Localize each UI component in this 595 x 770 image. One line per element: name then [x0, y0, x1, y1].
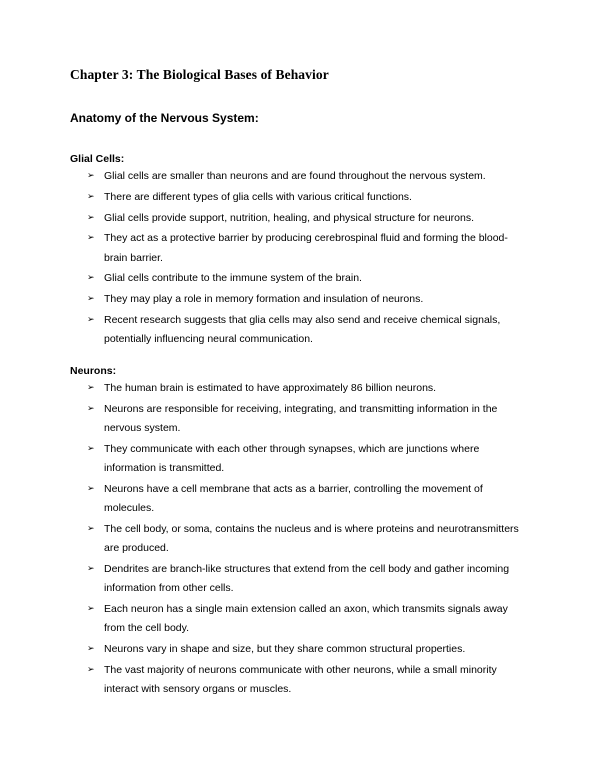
list-item-text: Dendrites are branch-like structures that extend from the cell body and gather incoming information from other cells. — [104, 562, 510, 594]
neurons-list — [87, 379, 527, 699]
list-item — [87, 640, 527, 659]
list-item — [87, 480, 527, 518]
list-item — [87, 600, 527, 638]
arrowhead-bullet-icon: ➢ — [87, 273, 95, 284]
list-item — [87, 167, 527, 186]
list-item — [87, 400, 527, 438]
list-item-text: They communicate with each other through synapses, which are junctions where information is transmitted. — [104, 442, 480, 474]
arrowhead-bullet-icon: ➢ — [87, 603, 95, 614]
list-item-text: Each neuron has a single main extension called an axon, which transmits signals away from the cell body. — [104, 602, 508, 634]
arrowhead-bullet-icon: ➢ — [87, 212, 95, 223]
list-item — [87, 661, 527, 699]
list-item — [87, 269, 527, 288]
list-item-text: Glial cells provide support, nutrition, healing, and physical structure for neurons. — [104, 211, 475, 224]
arrowhead-bullet-icon: ➢ — [87, 563, 95, 574]
chapter-title: Chapter 3: The Biological Bases of Behavior — [70, 67, 329, 82]
list-item-text: The cell body, or soma, contains the nucleus and is where proteins and neurotransmitters are produced. — [104, 522, 519, 554]
list-item — [87, 311, 527, 349]
list-item — [87, 560, 527, 598]
list-item — [87, 188, 527, 207]
list-item-text: The vast majority of neurons communicate with other neurons, while a small minority interact with sensory organs or muscles. — [104, 663, 497, 695]
list-item-text: They may play a role in memory formation and insulation of neurons. — [104, 293, 424, 306]
arrowhead-bullet-icon: ➢ — [87, 483, 95, 494]
list-item-text: Glial cells are smaller than neurons and are found throughout the nervous system. — [104, 170, 486, 182]
arrowhead-bullet-icon: ➢ — [87, 523, 95, 534]
list-item-text: Recent research suggests that glia cells may also send and receive chemical signals, potentially influencing neural communication. — [104, 313, 501, 346]
arrowhead-bullet-icon: ➢ — [87, 664, 95, 675]
list-item — [87, 229, 527, 267]
arrowhead-bullet-icon: ➢ — [87, 191, 95, 202]
arrowhead-bullet-icon: ➢ — [87, 171, 95, 181]
arrowhead-bullet-icon: ➢ — [87, 643, 95, 654]
list-item — [87, 290, 527, 309]
list-item — [87, 379, 527, 398]
list-item — [87, 209, 527, 228]
list-item — [87, 440, 527, 478]
arrowhead-bullet-icon: ➢ — [87, 233, 95, 244]
arrowhead-bullet-icon: ➢ — [87, 443, 95, 454]
list-item-text: Glial cells contribute to the immune system of the brain. — [104, 272, 362, 285]
glial-cells-list — [87, 167, 527, 349]
section-title: Anatomy of the Nervous System: — [70, 111, 259, 125]
list-item-text: There are different types of glia cells with various critical functions. — [104, 190, 412, 203]
list-item-text: The human brain is estimated to have approximately 86 billion neurons. — [104, 382, 437, 394]
list-item — [87, 520, 527, 558]
list-item-text: They act as a protective barrier by producing cerebrospinal fluid and forming the blood-brain barrier. — [104, 232, 508, 264]
list-item-text: Neurons are responsible for receiving, integrating, and transmitting information in the nervous system. — [104, 402, 498, 434]
arrowhead-bullet-icon: ➢ — [87, 314, 95, 325]
arrowhead-bullet-icon: ➢ — [87, 294, 95, 305]
list-item-text: Neurons have a cell membrane that acts as a barrier, controlling the movement of molecules. — [104, 482, 483, 514]
arrowhead-bullet-icon: ➢ — [87, 403, 95, 414]
arrowhead-bullet-icon: ➢ — [87, 383, 95, 393]
glial-cells-heading: Glial Cells: — [70, 153, 125, 165]
neurons-heading: Neurons: — [70, 365, 117, 377]
list-item-text: Neurons vary in shape and size, but they share common structural properties. — [104, 642, 466, 655]
